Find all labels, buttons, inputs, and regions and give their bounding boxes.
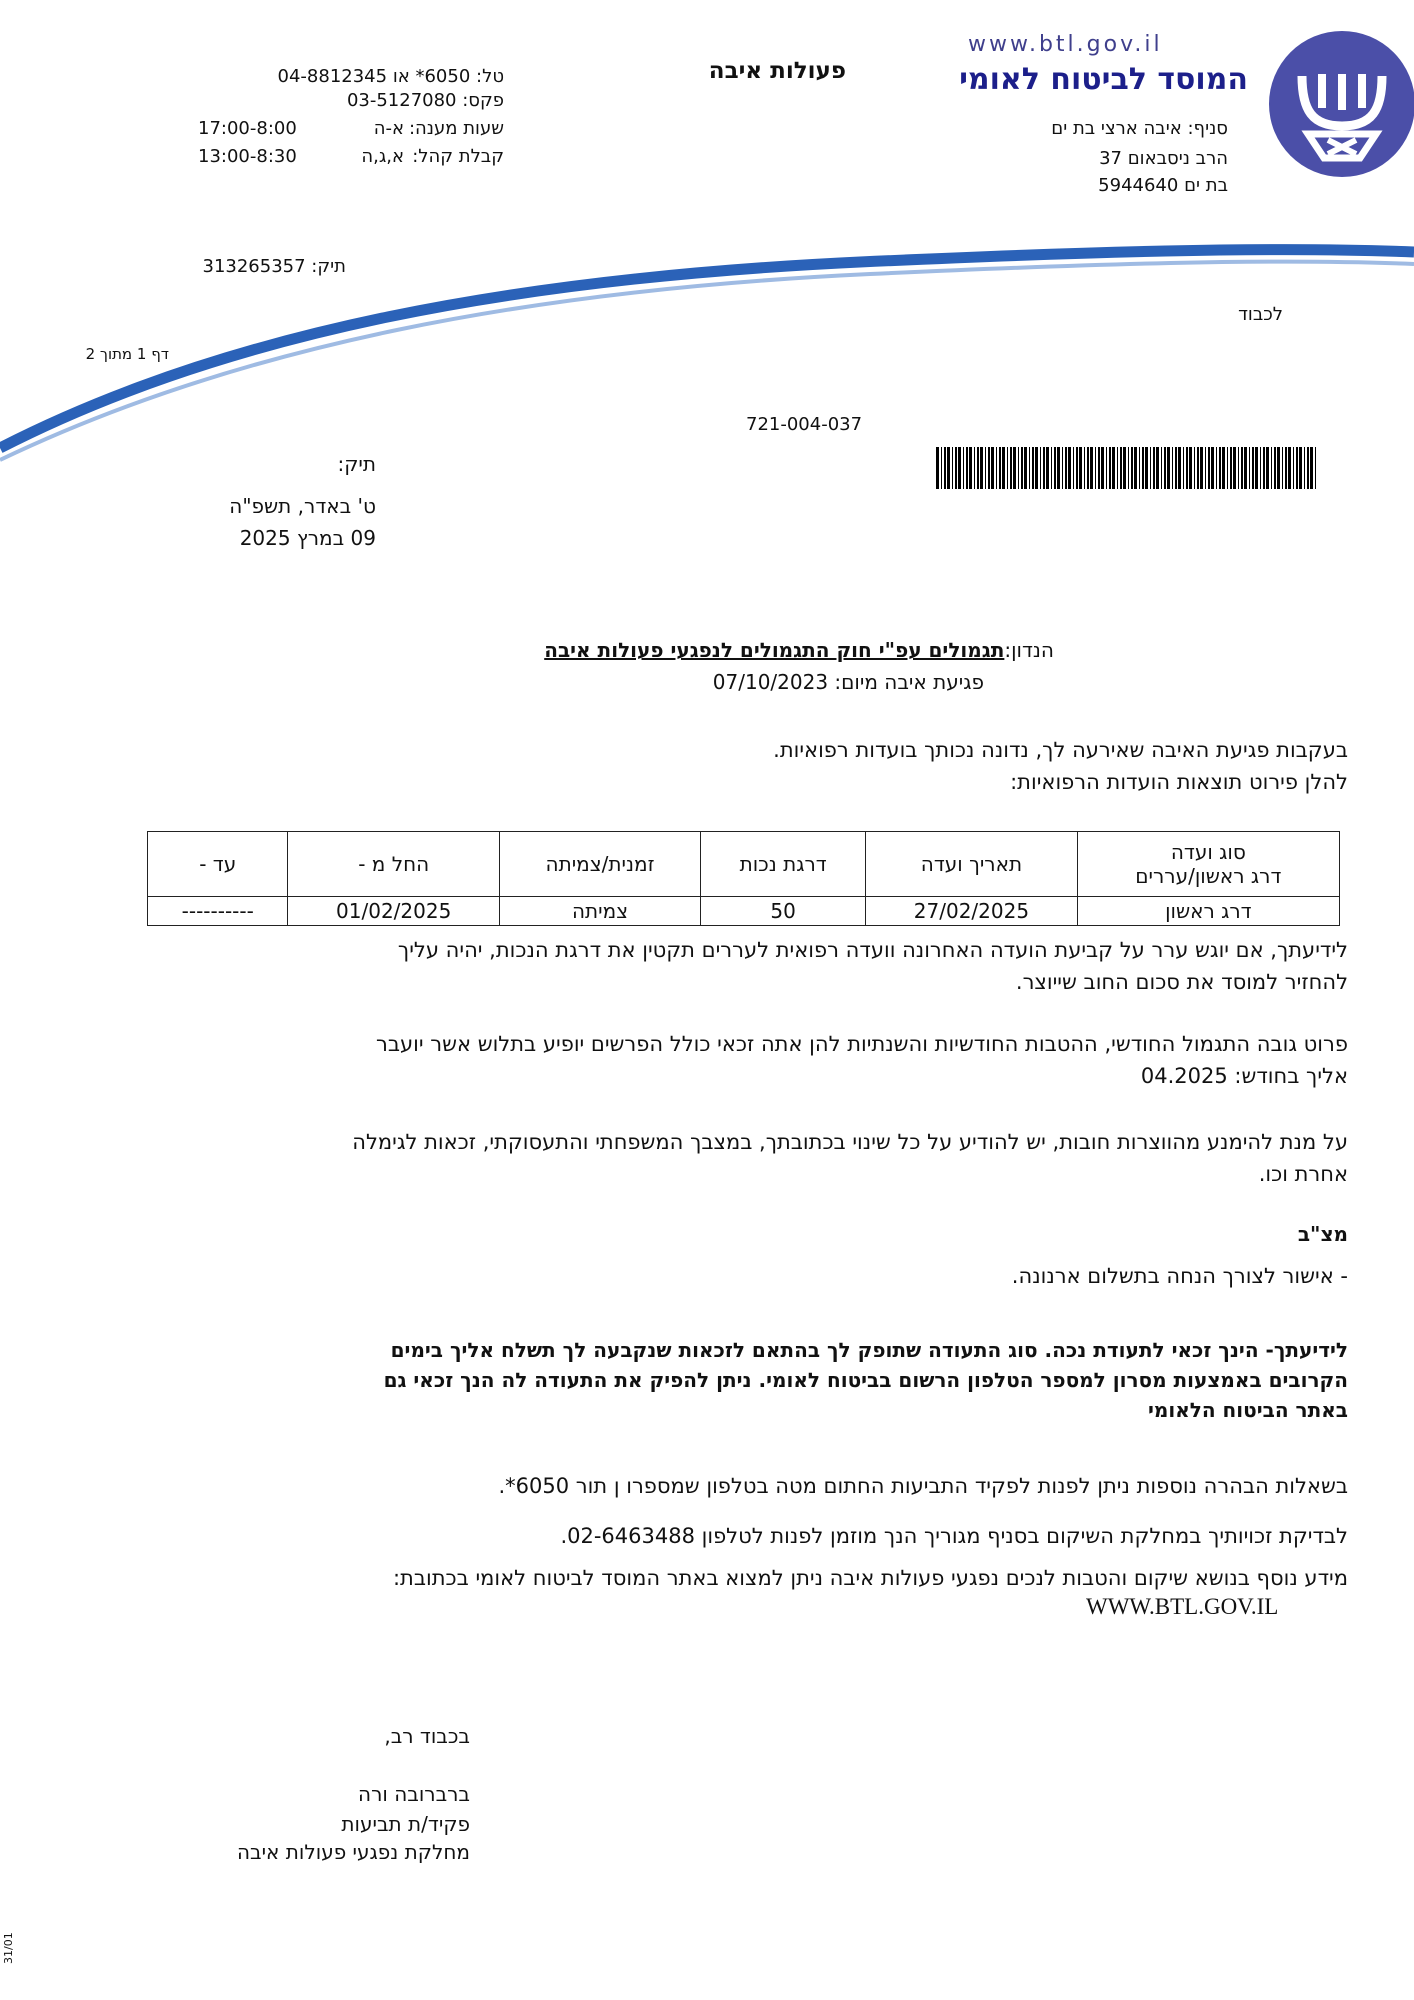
barcode [936, 447, 1316, 489]
injury-date: פגיעת איבה מיום: 07/10/2023 [712, 670, 984, 694]
hours-days: א-ה [373, 118, 404, 139]
table-header-row [148, 832, 1340, 897]
doc-code: 721-004-037 [746, 414, 863, 435]
page-info: דף 1 מתוך 2 [85, 345, 169, 363]
subject-title: תגמולים עפ"י חוק התגמולים לנפגעי פעולות איבה [544, 638, 1005, 662]
reception-time: 13:00-8:30 [198, 146, 297, 167]
header-temp-perm: זמנית/צמיתה [499, 832, 700, 897]
branch-line2: הרב ניסבאום 37 [1099, 148, 1228, 169]
branch-line1: סניף: איבה ארצי בת ים [1051, 118, 1228, 139]
signature-name: ברברובה ורה [358, 1782, 470, 1806]
date-hebrew: ט' באדר, תשפ"ה [229, 494, 376, 518]
signature-closing: בכבוד רב, [384, 1724, 470, 1748]
org-name: המוסד לביטוח לאומי [959, 62, 1248, 97]
cell-committee-date: 27/02/2025 [866, 897, 1077, 926]
cell-from: 01/02/2025 [288, 897, 499, 926]
website-link[interactable]: WWW.BTL.GOV.IL [1086, 1594, 1279, 1619]
header-disability-degree: דרגת נכות [701, 832, 866, 897]
header-committee-level-label: דרג ראשון/עררים [1135, 864, 1282, 888]
reception-label: קבלת קהל: [412, 146, 504, 167]
notice-line1: לידיעתך, אם יוגש ערר על קביעת הועדה האחרונה וועדה רפואית לעררים תקטין את דרגת הנכות, יהיה עליך [397, 938, 1348, 962]
header-to: עד - [148, 832, 288, 897]
notice-line2: להחזיר למוסד את סכום החוב שייוצר. [1015, 970, 1348, 994]
file-number: תיק: 313265357 [202, 256, 346, 277]
header-swoosh [0, 0, 1414, 480]
contact-phone: טל: 6050* או 04-8812345 [277, 66, 504, 87]
rehab-line: לבדיקת זכויותיך במחלקת השיקום בסניף מגוריך הנך מוזמן לפנות לטלפון 02-6463488. [560, 1524, 1348, 1548]
signature-role: פקיד/ת תביעות [341, 1812, 470, 1836]
certificate-line2: הקרובים באמצעות מסרון למספר הטלפון הרשום בביטוח לאומי. ניתן להפיק את התעודה לה הנך זכאי גם [383, 1368, 1348, 1392]
branch-line3: בת ים 5944640 [1098, 175, 1228, 196]
hours-label: שעות מענה: [408, 118, 504, 139]
date-gregorian: 09 במרץ 2025 [239, 526, 376, 550]
file-label: תיק: [337, 452, 376, 476]
questions-line: בשאלות הבהרה נוספות ניתן לפנות לפקיד התביעות החתום מטה בטלפון שמספרו ן תור 6050*. [498, 1474, 1348, 1498]
header-committee-type-label: סוג ועדה [1170, 840, 1246, 864]
subject-prefix: הנדון: [1004, 638, 1054, 662]
footer-code: 31/01 [2, 1932, 15, 1964]
more-info-line: מידע נוסף בנושא שיקום והטבות לנכים נפגעי פעולות איבה ניתן למצוא באתר המוסד לביטוח לאומי בכתובת: [392, 1566, 1348, 1590]
committee-table [147, 831, 1340, 926]
header-from: החל מ - [288, 832, 499, 897]
signature-department: מחלקת נפגעי פעולות איבה [236, 1840, 470, 1864]
updates-line1: על מנת להימנע מהווצרות חובות, יש להודיע על כל שינוי בכתובתך, במצבך המשפחתי והתעסוקתי, זכאות לגימלה [352, 1130, 1348, 1154]
updates-line2: אחרת וכו. [1258, 1162, 1348, 1186]
intro-line2: להלן פירוט תוצאות הועדות הרפואיות: [1010, 770, 1348, 794]
intro-line1: בעקבות פגיעת האיבה שאירעה לך, נדונה נכותך בועדות רפואיות. [773, 738, 1348, 762]
hours-time: 17:00-8:00 [198, 118, 297, 139]
payment-line1: פרוט גובה התגמול החודשי, ההטבות החודשיות והשנתיות להן אתה זכאי כולל הפרשים יופיע בתלוש אשר יועבר [376, 1032, 1348, 1056]
cell-to: ---------- [148, 897, 288, 926]
attached-item: - אישור לצורך הנחה בתשלום ארנונה. [1011, 1264, 1348, 1288]
subject-line [544, 638, 1054, 662]
header-committee-type [1077, 832, 1339, 897]
contact-fax: פקס: 03-5127080 [346, 90, 504, 111]
department-title: פעולות איבה [708, 58, 846, 84]
org-url: www.btl.gov.il [968, 32, 1163, 57]
payment-line2: אליך בחודש: 04.2025 [1140, 1064, 1348, 1088]
cell-temp-perm: צמיתה [499, 897, 700, 926]
header-committee-date: תאריך ועדה [866, 832, 1077, 897]
cell-disability-degree: 50 [701, 897, 866, 926]
certificate-line1: לידיעתך- הינך זכאי לתעודת נכה. סוג התעודה שתופק לך בהתאם לזכאות שנקבעה לך תשלח אליך בימים [390, 1338, 1348, 1362]
to-label: לכבוד [1238, 304, 1283, 325]
cell-committee-type: דרג ראשון [1077, 897, 1339, 926]
attached-title: מצ"ב [1297, 1222, 1348, 1246]
table-row [148, 897, 1340, 926]
certificate-line3: באתר הביטוח הלאומי [1147, 1398, 1348, 1422]
reception-days: א,ג,ה [361, 146, 404, 167]
